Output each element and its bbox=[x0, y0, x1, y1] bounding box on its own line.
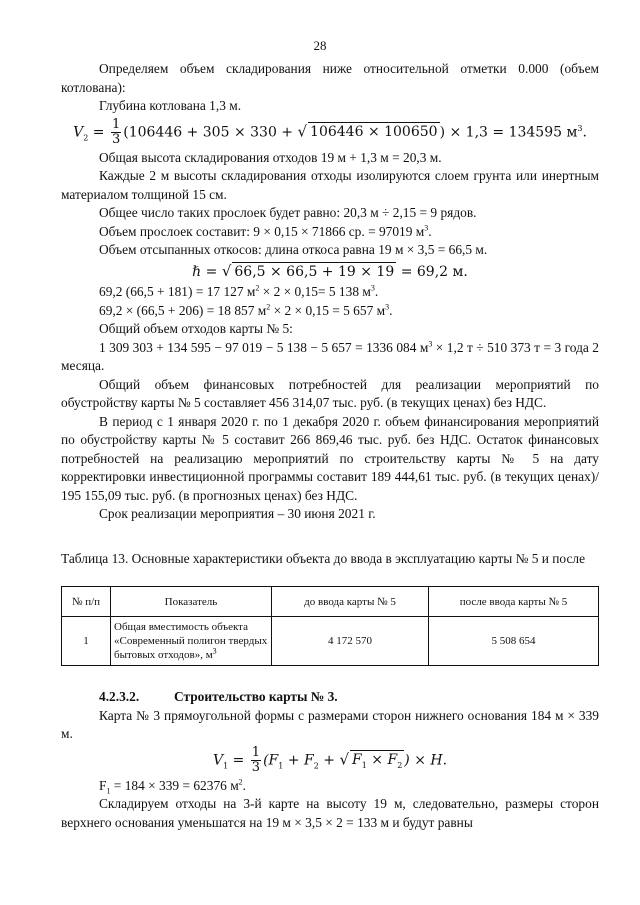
table-header-cell: Показатель bbox=[111, 587, 272, 617]
paragraph-depth: Глубина котлована 1,3 м. bbox=[99, 98, 242, 113]
fraction: $\frac{1}{3}$ bbox=[111, 116, 121, 147]
paragraph-map3: Карта № 3 прямоугольной формы с размерами сторон нижнего основания 184 м × 339 м. bbox=[61, 707, 599, 741]
formula-h: ℏ = √ 66,5 × 66,5 + 19 × 19 = 69,2 м. bbox=[192, 261, 468, 280]
table-header-cell: № п/п bbox=[62, 587, 111, 617]
paragraph-isolation: Каждые 2 м высоты складирования отходы изолируются слоем грунта или инертным материалом толщиной 15 см. bbox=[61, 168, 599, 202]
page-number: 28 bbox=[313, 38, 327, 53]
table-cell-before: 4 172 570 bbox=[272, 617, 429, 666]
table-cell-number: 1 bbox=[62, 617, 111, 666]
paragraph-intro: Определяем объем складирования ниже относительной отметки 0.000 (объем котлована): bbox=[61, 61, 599, 95]
formula-v1: $V_1$ = $\frac{1}{3}$ ($F_1 + F_2$ + √ $F_1 \times F_2$ ) × H. bbox=[212, 744, 448, 775]
table-header-cell: после ввода карты № 5 bbox=[429, 587, 599, 617]
paragraph-total-waste: Общий объем отходов карты № 5: bbox=[99, 321, 293, 336]
table-caption: Таблица 13. Основные характеристики объекта до ввода в эксплуатацию карты № 5 и после bbox=[61, 550, 586, 566]
paragraph-slopes: Объем отсыпанных откосов: длина откоса равна 19 м × 3,5 = 66,5 м. bbox=[99, 242, 488, 257]
paragraph-total-height: Общая высота складирования отходов 19 м + 1,3 м = 20,3 м. bbox=[99, 149, 442, 165]
formula-v2: $V_2$ = $\frac{1}{3}$ (106446 + 305 × 330 + √ 106446 × 100650 ) × 1,3 = 134595 $м^3$. bbox=[73, 116, 587, 147]
paragraph-layers-count: Общее число таких прослоек будет равно: 20,3 м ÷ 2,15 = 9 рядов. bbox=[99, 205, 477, 220]
paragraph-layers-volume: Объем прослоек составит: 9 × 0,15 × 71866 ср. = 97019 $м^3$. bbox=[99, 223, 432, 239]
paragraph-total-calc: 1 309 303 + 134 595 − 97 019 − 5 138 − 5 657 = 1336 084 $м^3 \times 1,2$ т ÷ 510 373 т = 3 года 2 месяца. bbox=[61, 339, 599, 373]
paragraph-financing-period: В период с 1 января 2020 г. по 1 декабря 2020 г. объем финансирования мероприятий по обустройству карты № 5 составит 266 869,46 тыс. руб. без НДС. Остаток финансовых потребностей на реализацию мероприятий по строительству карты № 5 на дату корректировки инвестиционной программы составит 189 444,61 тыс. руб. (в текущих ценах)/ 195 155,09 тыс. руб. (в прогнозных ценах) без НДС. bbox=[61, 413, 599, 503]
paragraph-map3-height: Складируем отходы на 3-й карте на высоту 19 м, следовательно, размеры сторон верхнего основания уменьшатся на 19 м × 3,5 × 2 = 133 м и будут равны bbox=[61, 796, 599, 830]
table-cell-label: Общая вместимость объекта «Современный полигон твердых бытовых отходов», $м^3$ bbox=[111, 617, 272, 666]
paragraph-financing-total: Общий объем финансовых потребностей для реализации мероприятий по обустройству карты № 5 составляет 456 314,07 тыс. руб. (в текущих ценах) без НДС. bbox=[61, 376, 599, 410]
section-heading: 4.2.3.2. Строительство карты № 3. bbox=[99, 689, 338, 704]
table-row bbox=[62, 617, 599, 666]
table-cell-after: 5 508 654 bbox=[429, 617, 599, 666]
table-header-row bbox=[62, 587, 599, 617]
paragraph-f1: $F_1 = 184 \times 339 = 62376$ $м^2$. bbox=[99, 777, 247, 796]
paragraph-calc-1: 69,2 (66,5 + 181) = 17 127 $м^2 \times 2 \times 0,15= 5$ 138 $м^3$. bbox=[99, 283, 379, 299]
paragraph-calc-2: 69,2 × (66,5 + 206) = 18 857 $м^2 \times 2 \times 0,15 = 5$ 657 $м^3$. bbox=[99, 302, 393, 318]
table-header-cell: до ввода карты № 5 bbox=[272, 587, 429, 617]
characteristics-table bbox=[61, 586, 599, 666]
paragraph-deadline: Срок реализации мероприятия – 30 июня 2021 г. bbox=[99, 506, 376, 521]
fraction: $\frac{1}{3}$ bbox=[251, 744, 261, 775]
document-body bbox=[61, 60, 599, 832]
